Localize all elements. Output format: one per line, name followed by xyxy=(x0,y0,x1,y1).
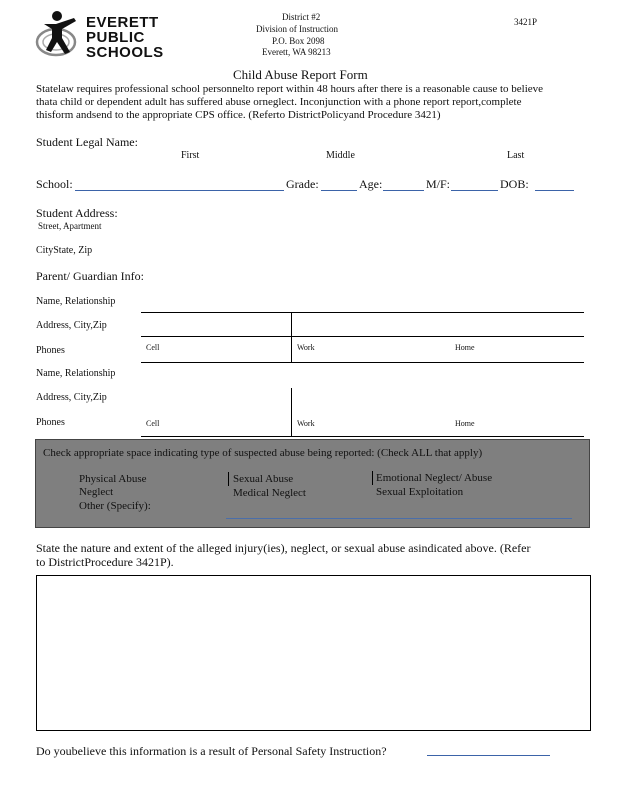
intro-line-1: Statelaw requires professional school personnelto report within 48 hours after there is a reasonable cause to believe xyxy=(36,83,544,95)
sexual-abuse-option[interactable]: Sexual Abuse xyxy=(233,473,294,485)
district-po-box: P.O. Box 2098 xyxy=(272,36,325,46)
guardian2-home-label: Home xyxy=(455,419,475,428)
guardian1-cell-label: Cell xyxy=(146,343,160,352)
grade-field[interactable] xyxy=(321,190,357,191)
nature-line-1: State the nature and extent of the alleged injury(ies), neglect, or sexual abuse asindicated above. (Refer xyxy=(36,541,531,555)
district-logo xyxy=(34,8,169,62)
guardian1-work-label: Work xyxy=(297,343,315,352)
mf-label: M/F: xyxy=(426,177,451,191)
guardian1-phones-label: Phones xyxy=(36,345,65,356)
student-legal-name-label: Student Legal Name: xyxy=(36,135,138,149)
physical-abuse-option[interactable]: Physical Abuse xyxy=(79,473,147,485)
mf-field[interactable] xyxy=(451,190,498,191)
age-field[interactable] xyxy=(383,190,424,191)
guardian1-phone-divider xyxy=(291,337,292,362)
guardian2-phones-label: Phones xyxy=(36,417,65,428)
emotional-neglect-option[interactable]: Emotional Neglect/ Abuse xyxy=(376,472,493,484)
intro-line-2: thata child or dependent adult has suffered abuse orneglect. Inconjunction with a phone report report,complete xyxy=(36,96,522,108)
guardian2-address-label: Address, City,Zip xyxy=(36,392,107,403)
abuse-type-header: Check appropriate space indicating type of suspected abuse being reported: (Check ALL that apply) xyxy=(43,447,483,459)
first-name-label: First xyxy=(181,150,200,161)
guardian2-work-label: Work xyxy=(297,419,315,428)
safety-instruction-answer-field[interactable] xyxy=(427,755,550,756)
other-option[interactable]: Other (Specify): xyxy=(79,500,151,512)
abuse-type-section xyxy=(35,439,590,528)
middle-name-label: Middle xyxy=(326,150,355,161)
district-city: Everett, WA 98213 xyxy=(262,47,331,57)
safety-instruction-question: Do youbelieve this information is a result of Personal Safety Instruction? xyxy=(36,744,387,758)
guardian1-divider xyxy=(291,313,292,336)
guardian2-cell-label: Cell xyxy=(146,419,160,428)
page-title: Child Abuse Report Form xyxy=(233,67,368,82)
school-field[interactable] xyxy=(75,190,284,191)
street-label: Street, Apartment xyxy=(38,221,102,231)
guardian1-address-field[interactable] xyxy=(141,336,584,337)
emotional-neglect-checkbox[interactable] xyxy=(372,471,373,485)
grade-label: Grade: xyxy=(286,177,319,191)
sexual-abuse-checkbox[interactable] xyxy=(228,472,229,486)
logo-line-1: EVERETT xyxy=(86,14,159,31)
guardian1-phones-field[interactable] xyxy=(141,362,584,363)
guardian2-phones-field[interactable] xyxy=(141,436,584,437)
dob-field[interactable] xyxy=(535,190,574,191)
district-number: District #2 xyxy=(282,12,321,22)
nature-line-2: to DistrictProcedure 3421P). xyxy=(36,555,174,569)
guardian2-divider xyxy=(291,388,292,436)
guardian1-name-label: Name, Relationship xyxy=(36,296,116,307)
logo-line-3: SCHOOLS xyxy=(86,44,164,61)
student-address-label: Student Address: xyxy=(36,206,118,220)
other-specify-field[interactable] xyxy=(226,518,572,519)
dob-label: DOB: xyxy=(500,177,529,191)
city-state-zip-label: CityState, Zip xyxy=(36,245,93,256)
medical-neglect-option[interactable]: Medical Neglect xyxy=(233,487,306,499)
nature-description-textarea[interactable] xyxy=(36,575,591,731)
guardian1-home-label: Home xyxy=(455,343,475,352)
form-code: 3421P xyxy=(514,17,538,27)
guardian-info-label: Parent/ Guardian Info: xyxy=(36,269,144,283)
guardian2-name-label: Name, Relationship xyxy=(36,368,116,379)
age-label: Age: xyxy=(359,177,383,191)
guardian1-address-label: Address, City,Zip xyxy=(36,320,107,331)
district-division: Division of Instruction xyxy=(256,24,338,34)
guardian1-name-field[interactable] xyxy=(141,312,584,313)
last-name-label: Last xyxy=(507,150,525,161)
intro-line-3: thisform andsend to the appropriate CPS office. (Referto DistrictPolicyand Procedure 3421) xyxy=(36,109,441,121)
logo-line-2: PUBLIC xyxy=(86,29,145,46)
school-label: School: xyxy=(36,177,73,191)
logo-figure-icon xyxy=(34,8,86,62)
sexual-exploitation-option[interactable]: Sexual Exploitation xyxy=(376,486,464,498)
neglect-option[interactable]: Neglect xyxy=(79,486,114,498)
